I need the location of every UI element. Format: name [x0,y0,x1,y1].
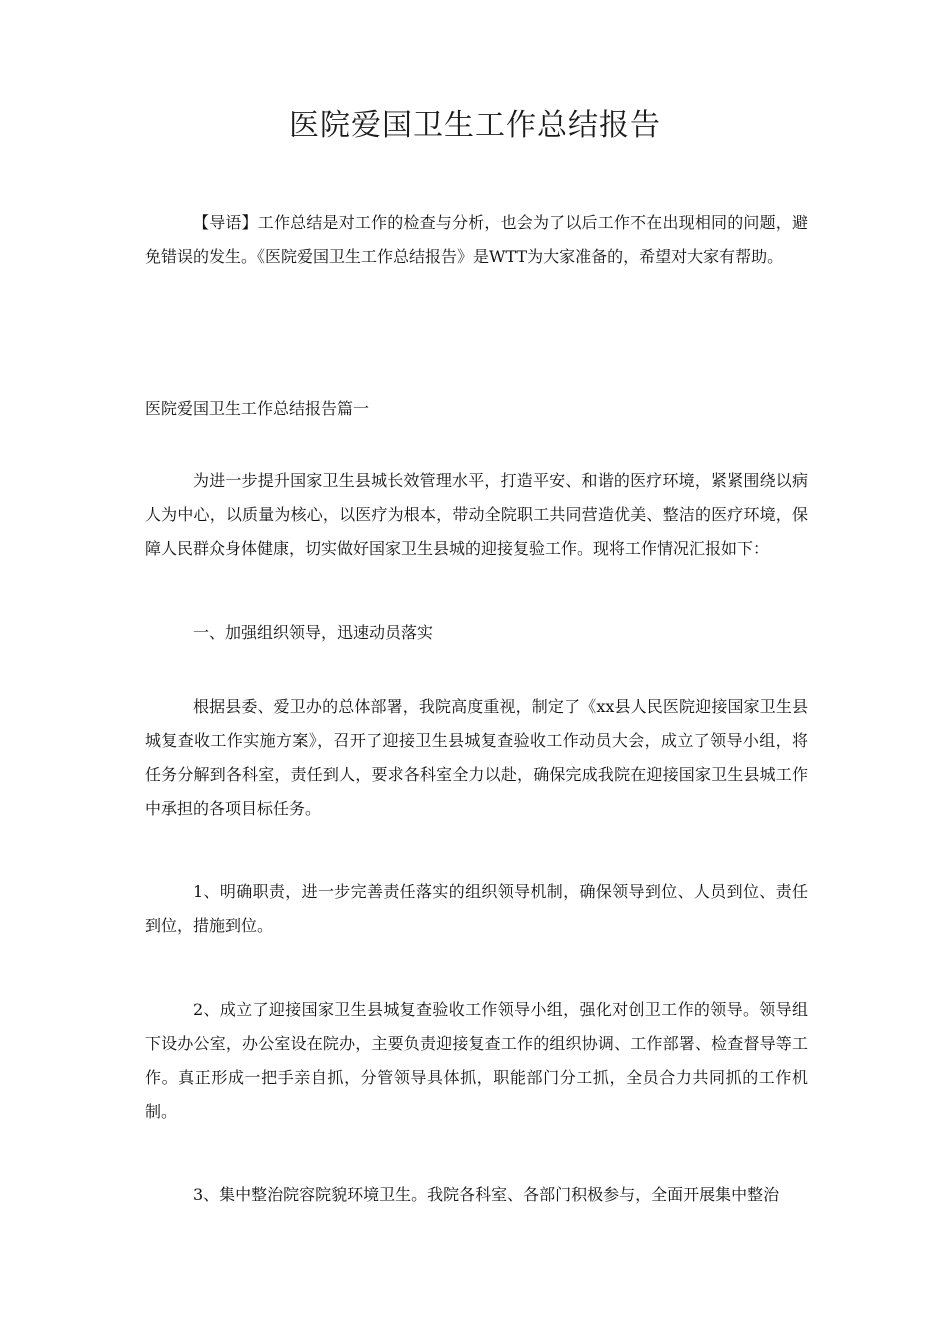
body-paragraph: 2、成立了迎接国家卫生县城复查验收工作领导小组，强化对创卫工作的领导。领导组下设办公室，办公室设在院办，主要负责迎接复查工作的组织协调、工作部署、检查督导等工作。真正形成一把手亲自抓，分管领导具体抓，职能部门分工抓，全员合力共同抓的工作机制。 [145,1000,808,1121]
body-paragraph: 为进一步提升国家卫生县城长效管理水平，打造平安、和谐的医疗环境，紧紧围绕以病人为中心，以质量为核心，以医疗为根本，带动全院职工共同营造优美、整洁的医疗环境，保障人民群众身体健康，切实做好国家卫生县城的迎接复验工作。现将工作情况汇报如下： [145,471,808,558]
intro-paragraph: 【导语】工作总结是对工作的检查与分析，也会为了以后工作不在出现相同的问题，避免错误的发生。《医院爱国卫生工作总结报告》是WTT为大家准备的，希望对大家有帮助。 [145,213,808,266]
body-paragraph: 3、集中整治院容院貌环境卫生。我院各科室、各部门积极参与，全面开展集中整治 [193,1185,780,1204]
body-paragraph: 根据县委、爱卫办的总体部署，我院高度重视，制定了《xx县人民医院迎接国家卫生县城复查收工作实施方案》，召开了迎接卫生县城复查验收工作动员大会，成立了领导小组，将任务分解到各科室，责任到人，要求各科室全力以赴，确保完成我院在迎接国家卫生县城工作中承担的各项目标任务。 [145,697,808,818]
document-title: 医院爱国卫生工作总结报告 [289,108,661,143]
section-subtitle: 医院爱国卫生工作总结报告篇一 [145,399,370,418]
body-paragraph: 1、明确职责，进一步完善责任落实的组织领导机制，确保领导到位、人员到位、责任到位，措施到位。 [145,882,808,935]
section-heading: 一、加强组织领导，迅速动员落实 [193,623,434,642]
